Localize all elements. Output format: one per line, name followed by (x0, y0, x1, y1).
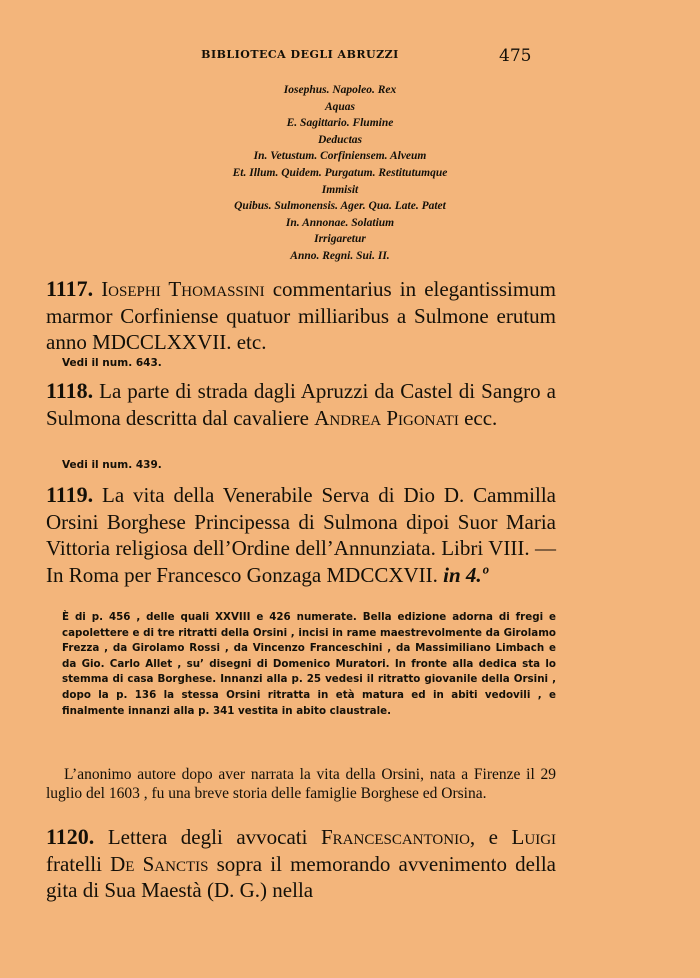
inscription-line: Immisit (321, 183, 359, 196)
inscription-line: Et. Illum. Quidem. Purgatum. Restitutumque (232, 166, 448, 179)
entry-reference: Vedi il num. 643. (62, 357, 162, 369)
entry-1118 (46, 378, 556, 431)
entry-author: Luigi (511, 825, 557, 849)
entry-1120 (46, 824, 556, 904)
entry-format: in 4.º (443, 562, 488, 587)
entry-text: fratelli (46, 851, 102, 876)
latin-inscription (80, 82, 600, 265)
page-number: 475 (499, 46, 532, 66)
entry-number: 1117. (46, 276, 94, 301)
entry-reference: Vedi il num. 439. (62, 459, 162, 471)
entry-number: 1119. (46, 482, 94, 507)
entry-text: , e (469, 825, 499, 849)
entry-author: De Sanctis (110, 851, 209, 876)
inscription-line: Irrigaretur (314, 233, 366, 246)
commentary-note: L’anonimo autore dopo aver narrata la vita della Orsini, nata a Firenze il 29 luglio del 1603 , fu una breve storia delle famiglie Borghese ed Orsina. (46, 766, 556, 802)
entry-number: 1120. (46, 824, 95, 849)
inscription-line: Quibus. Sulmonensis. Ager. Qua. Late. Patet (234, 200, 446, 213)
entry-author: Iosephi Thomassini (101, 277, 265, 301)
entry-number: 1118. (46, 378, 94, 403)
entry-text: Lettera degli avvocati (107, 825, 308, 849)
entry-text: sopra il memorando avvenimento della gita di Sua Maestà (D. G.) nella (46, 851, 556, 902)
inscription-line: Anno. Regni. Sui. II. (290, 249, 390, 262)
entry-text: ecc. (464, 405, 498, 430)
inscription-line: E. Sagittario. Flumine (286, 117, 394, 130)
entry-author: Francescantonio (320, 825, 470, 849)
entry-1119 (46, 482, 556, 588)
inscription-line: Deductas (317, 133, 363, 146)
inscription-line: In. Annonae. Solatium (285, 216, 395, 229)
inscription-line: In. Vetustum. Corfiniensem. Alveum (253, 150, 427, 163)
inscription-line: Aquas (324, 100, 356, 113)
entry-text: La vita della Venerabile Serva di Dio D. Cammilla Orsini Borghese Principessa di Sulmona dipoi Suor Maria Vittoria religiosa dell’Ordine dell’Annunziata. Libri VIII. — In Roma per Francesco Gonzaga MDCCXVII. (46, 483, 557, 587)
entry-author: Andrea Pigonati (314, 405, 459, 430)
bibliographic-note: È di p. 456 , delle quali XXVIII e 426 numerate. Bella edizione adorna di fregi e capolettere e di tre ritratti della Orsini , incisi in rame maestrevolmente da Girolamo Frezza , da Girolamo Rossi , da Vincenzo Franceschini , da Massimiliano Limbach e da Gio. Carlo Allet , su’ disegni di Domenico Muratori. In fronte alla dedica sta lo stemma di casa Borghese. Innanzi alla p. 25 vedesi il ritratto giovanile della Orsini , dopo la p. 136 la stessa Orsini ritratta in età matura ed in abiti vedovili , e finalmente innanzi alla p. 341 vestita in abito claustrale. (62, 611, 556, 717)
inscription-line: Iosephus. Napoleo. Rex (283, 84, 397, 96)
entry-text: commentarius in elegantissimum marmor Corfiniense quatuor milliaribus a Sulmone erutum anno MDCCLXXVII. etc. (46, 277, 557, 354)
running-head: BIBLIOTECA DEGLI ABRUZZI (201, 48, 399, 61)
entry-1117 (46, 276, 556, 356)
entry-text: La parte di strada dagli Apruzzi da Castel di Sangro a Sulmona descritta dal cavaliere (46, 379, 556, 430)
